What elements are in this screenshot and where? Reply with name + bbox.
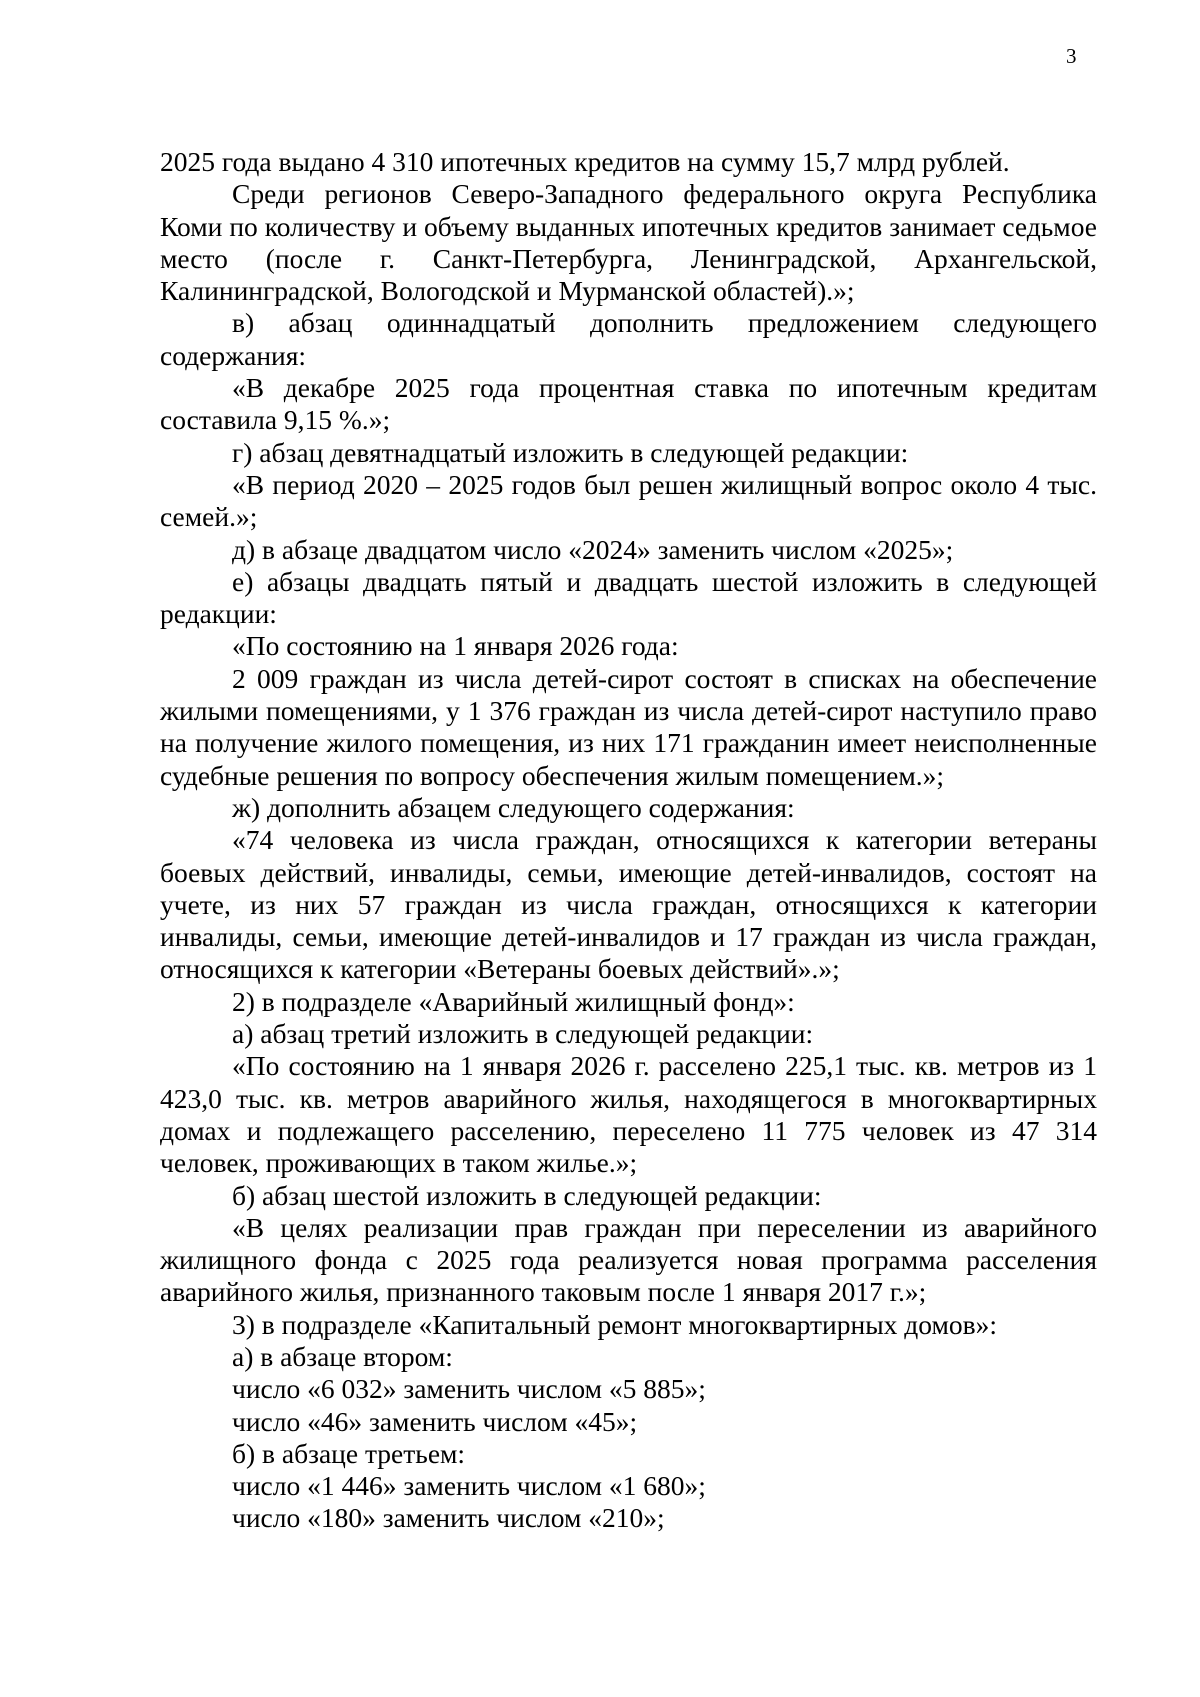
paragraph: б) абзац шестой изложить в следующей редакции: [232,1179,822,1211]
paragraph: число «1 446» заменить числом «1 680»; [232,1470,706,1502]
paragraph: 2 009 граждан из числа детей-сирот состоят в списках на обеспечение жилыми помещениями, у 1 376 граждан из числа детей-сирот наступило право на получение жилого помещения, из них 171 гражданин имеет неисполненные судебные решения по вопросу обеспечения жилым помещением.»; [160,662,1097,791]
paragraph: «В целях реализации прав граждан при переселении из аварийного жилищного фонда с 2025 года реализуется новая программа расселения аварийного жилья, признанного таковым после 1 января 2017 г.»; [160,1211,1097,1308]
page-number: 3 [1066,44,1077,68]
paragraph: д) в абзаце двадцатом число «2024» заменить числом «2025»; [232,533,954,565]
paragraph: число «6 032» заменить числом «5 885»; [232,1373,706,1405]
paragraph: 3) в подразделе «Капитальный ремонт многоквартирных домов»: [232,1308,998,1340]
paragraph: б) в абзаце третьем: [232,1437,466,1469]
paragraph: а) в абзаце втором: [232,1340,453,1372]
paragraph: 2) в подразделе «Аварийный жилищный фонд»: [232,985,795,1017]
paragraph: число «180» заменить числом «210»; [232,1502,665,1534]
paragraph: 2025 года выдано 4 310 ипотечных кредитов на сумму 15,7 млрд рублей. [160,146,1010,177]
paragraph: е) абзацы двадцать пятый и двадцать шестой изложить в следующей редакции: [160,565,1097,630]
paragraph: «По состоянию на 1 января 2026 года: [232,630,679,662]
paragraph: число «46» заменить числом «45»; [232,1405,638,1437]
paragraph: «74 человека из числа граждан, относящихся к категории ветераны боевых действий, инвалиды, семьи, имеющие детей-инвалидов, состоят на учете, из них 57 граждан из числа граждан, относящихся к категории инвалиды, семьи, имеющие детей-инвалидов и 17 граждан из числа граждан, относящихся к категории «Ветераны боевых действий».»; [160,824,1097,985]
document-body [160,146,1097,1535]
paragraph: в) абзац одиннадцатый дополнить предложением следующего содержания: [160,307,1097,371]
paragraph: Среди регионов Северо-Западного федерального округа Республика Коми по количеству и объему выданных ипотечных кредитов занимает седьмое место (после г. Санкт-Петербурга, Ленинградской, Архангельской, Калининградской, Вологодской и Мурманской областей).»; [160,178,1097,307]
paragraph: «По состоянию на 1 января 2026 г. расселено 225,1 тыс. кв. метров из 1 423,0 тыс. кв. метров аварийного жилья, находящегося в многоквартирных домах и подлежащего расселению, переселено 11 775 человек из 47 314 человек, проживающих в таком жилье.»; [160,1050,1097,1179]
paragraph: ж) дополнить абзацем следующего содержания: [232,791,795,823]
paragraph: а) абзац третий изложить в следующей редакции: [232,1018,814,1050]
paragraph: г) абзац девятнадцатый изложить в следующей редакции: [232,436,909,468]
paragraph: «В декабре 2025 года процентная ставка по ипотечным кредитам составила 9,15 %.»; [160,372,1097,436]
paragraph: «В период 2020 – 2025 годов был решен жилищный вопрос около 4 тыс. семей.»; [160,468,1097,533]
